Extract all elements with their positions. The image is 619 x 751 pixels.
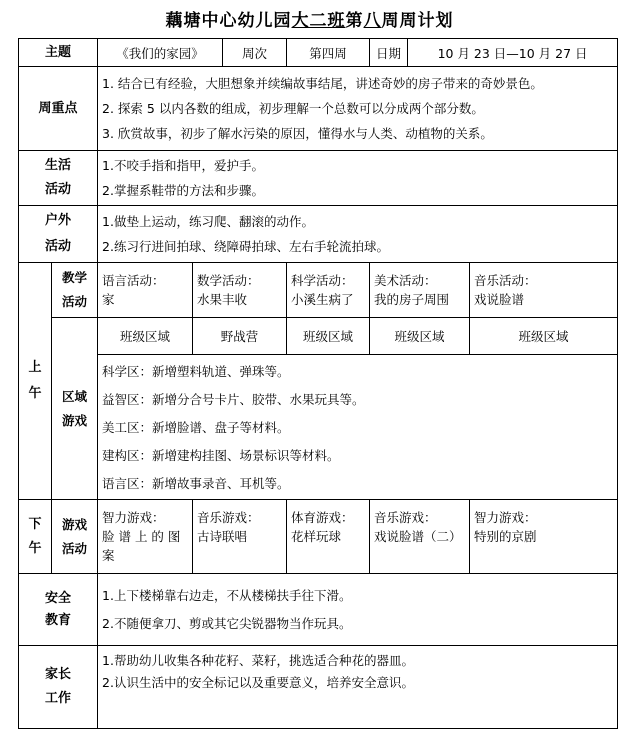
parents-label-1: 家长 bbox=[45, 667, 72, 682]
date-label: 日期 bbox=[370, 39, 408, 67]
zone-cell: 班级区域 bbox=[370, 318, 470, 355]
weekly-plan-table bbox=[18, 38, 618, 729]
date-value: 10 月 23 日—10 月 27 日 bbox=[408, 39, 618, 67]
theme-label: 主题 bbox=[19, 39, 98, 67]
area-label bbox=[52, 318, 98, 500]
safety-row bbox=[19, 574, 618, 646]
teaching-label-2: 活动 bbox=[62, 294, 88, 309]
game-type: 智力游戏： bbox=[474, 510, 537, 525]
safety-item: 1.上下楼梯靠右边走，不从楼梯扶手往下滑。 bbox=[102, 587, 352, 603]
outdoor-content bbox=[98, 206, 618, 263]
game-activity bbox=[193, 500, 287, 574]
teaching-activity bbox=[470, 263, 618, 318]
life-content bbox=[98, 151, 618, 206]
teaching-activity bbox=[98, 263, 193, 318]
outdoor-row bbox=[19, 206, 618, 263]
parents-item: 2.认识生活中的安全标记以及重要意义，培养安全意识。 bbox=[102, 675, 414, 690]
zone-cell: 班级区域 bbox=[287, 318, 370, 355]
week-label: 周次 bbox=[223, 39, 287, 67]
activity-name: 家 bbox=[102, 292, 115, 307]
zones-row bbox=[19, 318, 618, 355]
game-label bbox=[52, 500, 98, 574]
morning-label-1: 上 bbox=[28, 360, 42, 375]
parents-row bbox=[19, 646, 618, 729]
morning-label bbox=[19, 263, 52, 500]
outdoor-label-2: 活动 bbox=[45, 239, 72, 254]
game-name: 古诗联唱 bbox=[197, 529, 248, 544]
morning-label-2: 午 bbox=[28, 386, 42, 401]
areas-row bbox=[19, 355, 618, 500]
activity-type: 语言活动： bbox=[102, 273, 165, 288]
safety-label bbox=[19, 574, 98, 646]
activity-name: 水果丰收 bbox=[197, 292, 248, 307]
game-activity bbox=[98, 500, 193, 574]
game-name: 特别的京剧 bbox=[474, 529, 537, 544]
parents-item: 1.帮助幼儿收集各种花籽、菜籽，挑选适合种花的器皿。 bbox=[102, 653, 414, 668]
title-mid: 第 bbox=[345, 11, 364, 31]
title-week-num: 八 bbox=[363, 11, 382, 31]
afternoon-label-2: 午 bbox=[28, 540, 42, 556]
title-class: 大二班 bbox=[291, 11, 346, 31]
activity-type: 科学活动： bbox=[291, 273, 354, 288]
focus-item: 1. 结合已有经验，大胆想象并续编故事结尾，讲述奇妙的房子带来的奇妙景色。 bbox=[102, 76, 543, 91]
teaching-activity bbox=[370, 263, 470, 318]
safety-content bbox=[98, 574, 618, 646]
game-label-1: 游戏 bbox=[62, 516, 88, 532]
teaching-label-1: 教学 bbox=[62, 270, 88, 285]
game-type: 智力游戏： bbox=[102, 510, 165, 525]
outdoor-label bbox=[19, 206, 98, 263]
game-name: 花样玩球 bbox=[291, 529, 342, 544]
area-item: 语言区：新增故事录音、耳机等。 bbox=[102, 476, 290, 491]
area-item: 科学区：新增塑料轨道、弹珠等。 bbox=[102, 364, 290, 379]
focus-row bbox=[19, 67, 618, 151]
activity-type: 数学活动： bbox=[197, 273, 260, 288]
life-label-2: 活动 bbox=[45, 182, 72, 197]
area-item: 益智区：新增分合号卡片、胶带、水果玩具等。 bbox=[102, 392, 365, 407]
safety-label-2: 教育 bbox=[45, 612, 72, 628]
focus-label: 周重点 bbox=[19, 67, 98, 151]
focus-item: 2. 探索 5 以内各数的组成，初步理解一个总数可以分成两个部分数。 bbox=[102, 101, 484, 116]
parents-label-2: 工作 bbox=[45, 691, 72, 706]
afternoon-label-1: 下 bbox=[28, 516, 42, 532]
page-title bbox=[0, 6, 619, 31]
theme-value: 《我们的家园》 bbox=[98, 39, 223, 67]
life-item: 2.掌握系鞋带的方法和步骤。 bbox=[102, 183, 264, 198]
area-label-2: 游戏 bbox=[62, 412, 88, 428]
zone-cell: 班级区域 bbox=[470, 318, 618, 355]
game-label-2: 活动 bbox=[62, 540, 88, 556]
afternoon-row bbox=[19, 500, 618, 574]
safety-label-1: 安全 bbox=[45, 590, 72, 606]
parents-content bbox=[98, 646, 618, 729]
week-value: 第四周 bbox=[287, 39, 370, 67]
area-item: 建构区：新增建构挂图、场景标识等材料。 bbox=[102, 448, 340, 463]
outdoor-item: 2.练习行进间拍球、绕障碍拍球、左右手轮流拍球。 bbox=[102, 239, 389, 254]
teaching-activity bbox=[193, 263, 287, 318]
zone-cell: 野战营 bbox=[193, 318, 287, 355]
area-label-1: 区域 bbox=[62, 388, 88, 404]
game-activity bbox=[287, 500, 370, 574]
focus-item: 3. 欣赏故事，初步了解水污染的原因，懂得水与人类、动植物的关系。 bbox=[102, 126, 493, 141]
game-name-cont: 案 bbox=[102, 548, 115, 563]
activity-type: 音乐活动： bbox=[474, 273, 537, 288]
focus-content bbox=[98, 67, 618, 151]
life-label-1: 生活 bbox=[45, 158, 72, 173]
outdoor-item: 1.做垫上运动，练习爬、翻滚的动作。 bbox=[102, 214, 314, 229]
areas-content bbox=[98, 355, 618, 500]
game-activity bbox=[470, 500, 618, 574]
zone-cell: 班级区域 bbox=[98, 318, 193, 355]
game-activity bbox=[370, 500, 470, 574]
activity-type: 美术活动： bbox=[374, 273, 437, 288]
life-item: 1.不咬手指和指甲，爱护手。 bbox=[102, 158, 264, 173]
title-school: 藕塘中心幼儿园 bbox=[165, 11, 292, 31]
game-type: 音乐游戏： bbox=[374, 510, 437, 525]
header-row bbox=[19, 39, 618, 67]
parents-label bbox=[19, 646, 98, 729]
game-type: 体育游戏： bbox=[291, 510, 354, 525]
morning-teaching-row bbox=[19, 263, 618, 318]
safety-item: 2.不随便拿刀、剪或其它尖锐器物当作玩具。 bbox=[102, 615, 352, 631]
activity-name: 我的房子周围 bbox=[374, 292, 450, 307]
game-type: 音乐游戏： bbox=[197, 510, 260, 525]
outdoor-label-1: 户外 bbox=[45, 213, 72, 228]
teaching-activity bbox=[287, 263, 370, 318]
teaching-label bbox=[52, 263, 98, 318]
game-name: 戏说脸谱（二） bbox=[374, 529, 462, 544]
game-name: 脸 谱 上 的 图 bbox=[102, 529, 181, 544]
area-item: 美工区：新增脸谱、盘子等材料。 bbox=[102, 420, 290, 435]
afternoon-label bbox=[19, 500, 52, 574]
title-suffix: 周周计划 bbox=[381, 11, 454, 31]
activity-name: 戏说脸谱 bbox=[474, 292, 525, 307]
life-label bbox=[19, 151, 98, 206]
life-row bbox=[19, 151, 618, 206]
activity-name: 小溪生病了 bbox=[291, 292, 354, 307]
